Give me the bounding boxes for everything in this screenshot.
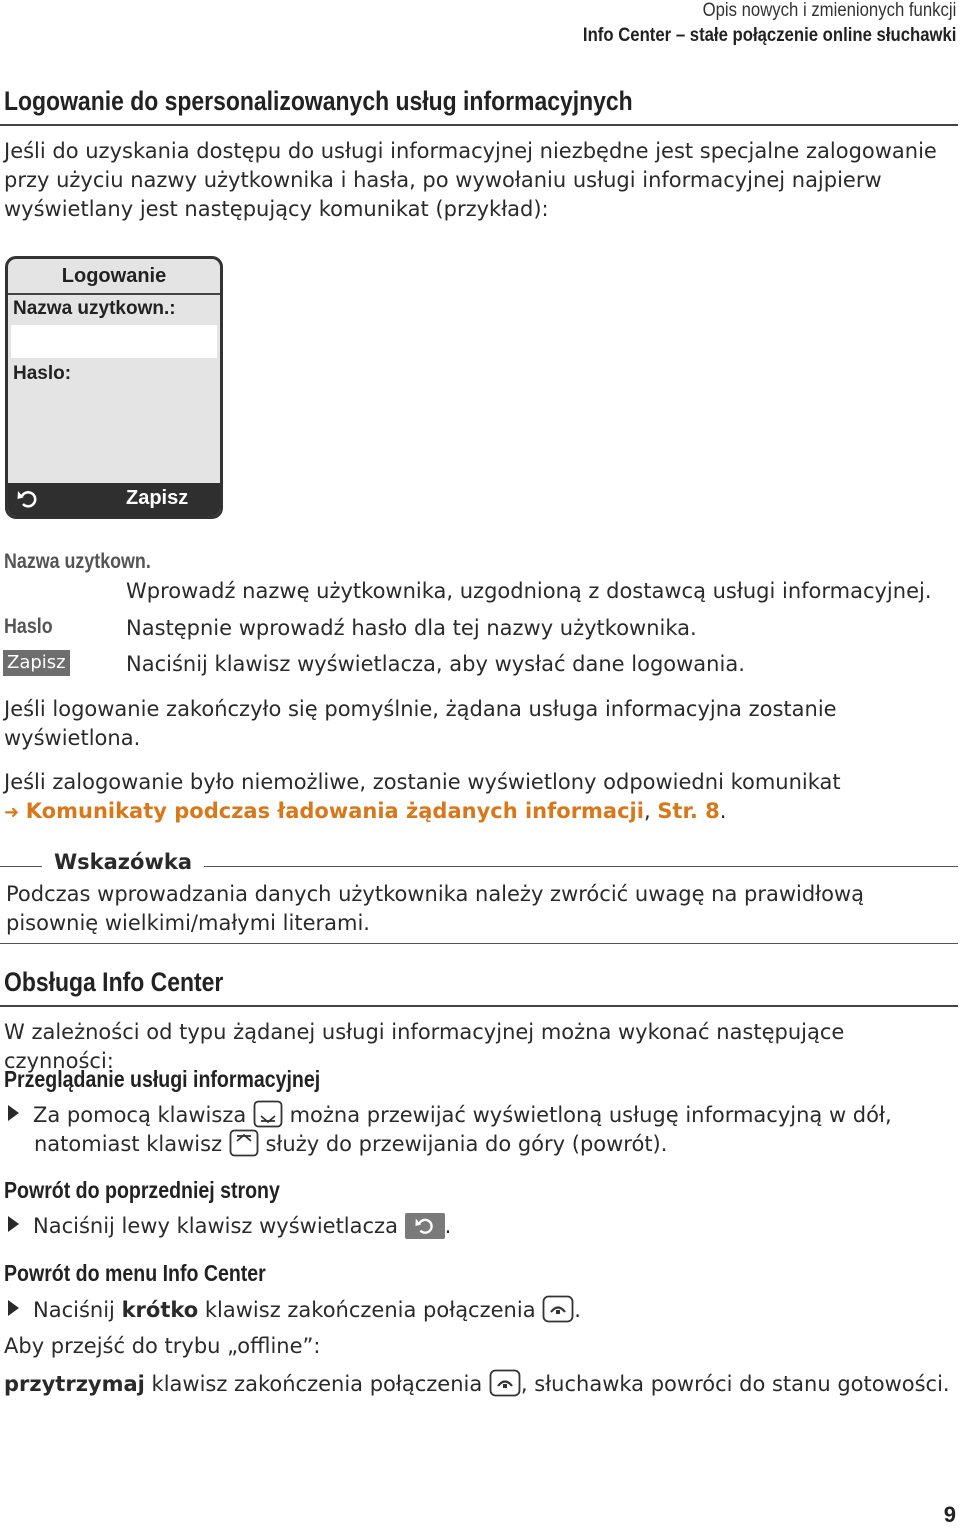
back-line [8, 1212, 451, 1241]
display-softkey-bar [8, 483, 220, 516]
display-title-separator [8, 293, 220, 295]
browse-line-2 [34, 1129, 667, 1165]
menu-heading: Powrót do menu Info Center [4, 1260, 266, 1286]
note-text-2: pisownię wielkimi/małymi literami. [6, 911, 370, 935]
cross-reference-arrow-icon: ➜ [4, 802, 20, 823]
failure-line-2 [4, 797, 726, 827]
display-username-label: Nazwa uzytkown.: [13, 298, 176, 319]
display-password-label: Haslo: [13, 363, 72, 384]
offline-text-a: klawisz zakończenia połączenia [151, 1372, 483, 1396]
display-title: Logowanie [61, 265, 167, 287]
bullet-triangle-icon [8, 1216, 19, 1232]
offline-text-b: , słuchawka powróci do stanu gotowości. [520, 1372, 950, 1396]
end-call-key-icon [489, 1369, 521, 1405]
back-end: . [444, 1214, 452, 1238]
browse-text-1a: Za pomocą klawisza [33, 1103, 247, 1127]
browse-text-2a: natomiast klawisz [34, 1132, 223, 1156]
step-text-save: Naciśnij klawisz wyświetlacza, aby wysłać dane logowania. [126, 652, 745, 676]
menu-line [8, 1295, 581, 1331]
offline-intro: Aby przejść do trybu „offline”: [4, 1334, 321, 1358]
intro-line-3: wyświetlany jest następujący komunikat (przykład): [4, 197, 549, 221]
end-call-key-icon [542, 1295, 574, 1331]
step-term-password: Haslo [4, 615, 53, 638]
running-header-title: Opis nowych i zmienionych funkcji [702, 0, 956, 21]
success-line-2: wyświetlona. [4, 726, 141, 750]
browse-text-1b: można przewijać wyświetloną usługę informacyjną w dół, [289, 1103, 892, 1127]
menu-text-a: Naciśnij [33, 1298, 115, 1322]
bullet-triangle-icon [8, 1105, 19, 1121]
menu-text-bold: krótko [121, 1298, 199, 1322]
heading-rule-2 [0, 1005, 958, 1007]
intro-line-2: przy użyciu nazwy użytkownika i hasła, po wywołaniu usługi informacyjnej najpierw [4, 168, 882, 192]
failure-separator: , [643, 799, 658, 823]
display-username-field[interactable] [11, 325, 217, 358]
failure-end: . [719, 799, 727, 823]
heading-rule [0, 124, 958, 126]
back-heading: Powrót do poprzedniej strony [4, 1177, 280, 1203]
offline-text-bold: przytrzymaj [4, 1372, 145, 1396]
handset-display [5, 256, 223, 519]
back-text: Naciśnij lewy klawisz wyświetlacza [33, 1214, 398, 1238]
back-softkey-icon [405, 1213, 445, 1239]
note-title-wrap [42, 850, 204, 874]
failure-page-link[interactable]: Str. 8 [657, 799, 720, 823]
back-arrow-icon[interactable] [16, 487, 40, 511]
step-term-save [3, 650, 70, 676]
display-save-softkey[interactable]: Zapisz [126, 487, 189, 509]
browse-heading: Przeglądanie usługi informacyjnej [4, 1066, 321, 1092]
section-heading-login: Logowanie do spersonalizowanych usług informacyjnych [4, 86, 633, 116]
nav-up-key-icon [229, 1129, 259, 1165]
running-header-subtitle: Info Center – stałe połączenie online słuchawki [582, 25, 956, 46]
browse-text-2b: służy do przewijania do góry (powrót). [265, 1132, 668, 1156]
step-term-username: Nazwa uzytkown. [4, 550, 151, 573]
failure-link[interactable]: Komunikaty podczas ładowania żądanych informacji [25, 799, 644, 823]
success-line-1: Jeśli logowanie zakończyło się pomyślnie, żądana usługa informacyjna zostanie [4, 697, 837, 721]
failure-line-1: Jeśli zalogowanie było niemożliwe, zostanie wyświetlony odpowiedni komunikat [4, 770, 841, 794]
section-heading-info-center: Obsługa Info Center [4, 967, 224, 997]
offline-line [4, 1369, 950, 1405]
step-text-username: Wprowadź nazwę użytkownika, uzgodnioną z dostawcą usługi informacyjnej. [126, 579, 932, 603]
bullet-triangle-icon [8, 1300, 19, 1316]
menu-text-b: klawisz zakończenia połączenia [204, 1298, 536, 1322]
note-text-1: Podczas wprowadzania danych użytkownika należy zwrócić uwagę na prawidłową [6, 882, 865, 906]
note-title: Wskazówka [42, 850, 204, 874]
section2-intro: W zależności od typu żądanej usługi informacyjnej można wykonać następujące czynności: [4, 1020, 845, 1073]
menu-end: . [574, 1298, 581, 1322]
intro-line-1: Jeśli do uzyskania dostępu do usługi informacyjnej niezbędne jest specjalne zalogowanie [4, 139, 937, 163]
step-text-password: Następnie wprowadź hasło dla tej nazwy użytkownika. [126, 616, 697, 640]
page-number: 9 [943, 1502, 956, 1527]
note-bottom-rule [0, 943, 958, 944]
save-softkey-label: Zapisz [3, 650, 70, 676]
